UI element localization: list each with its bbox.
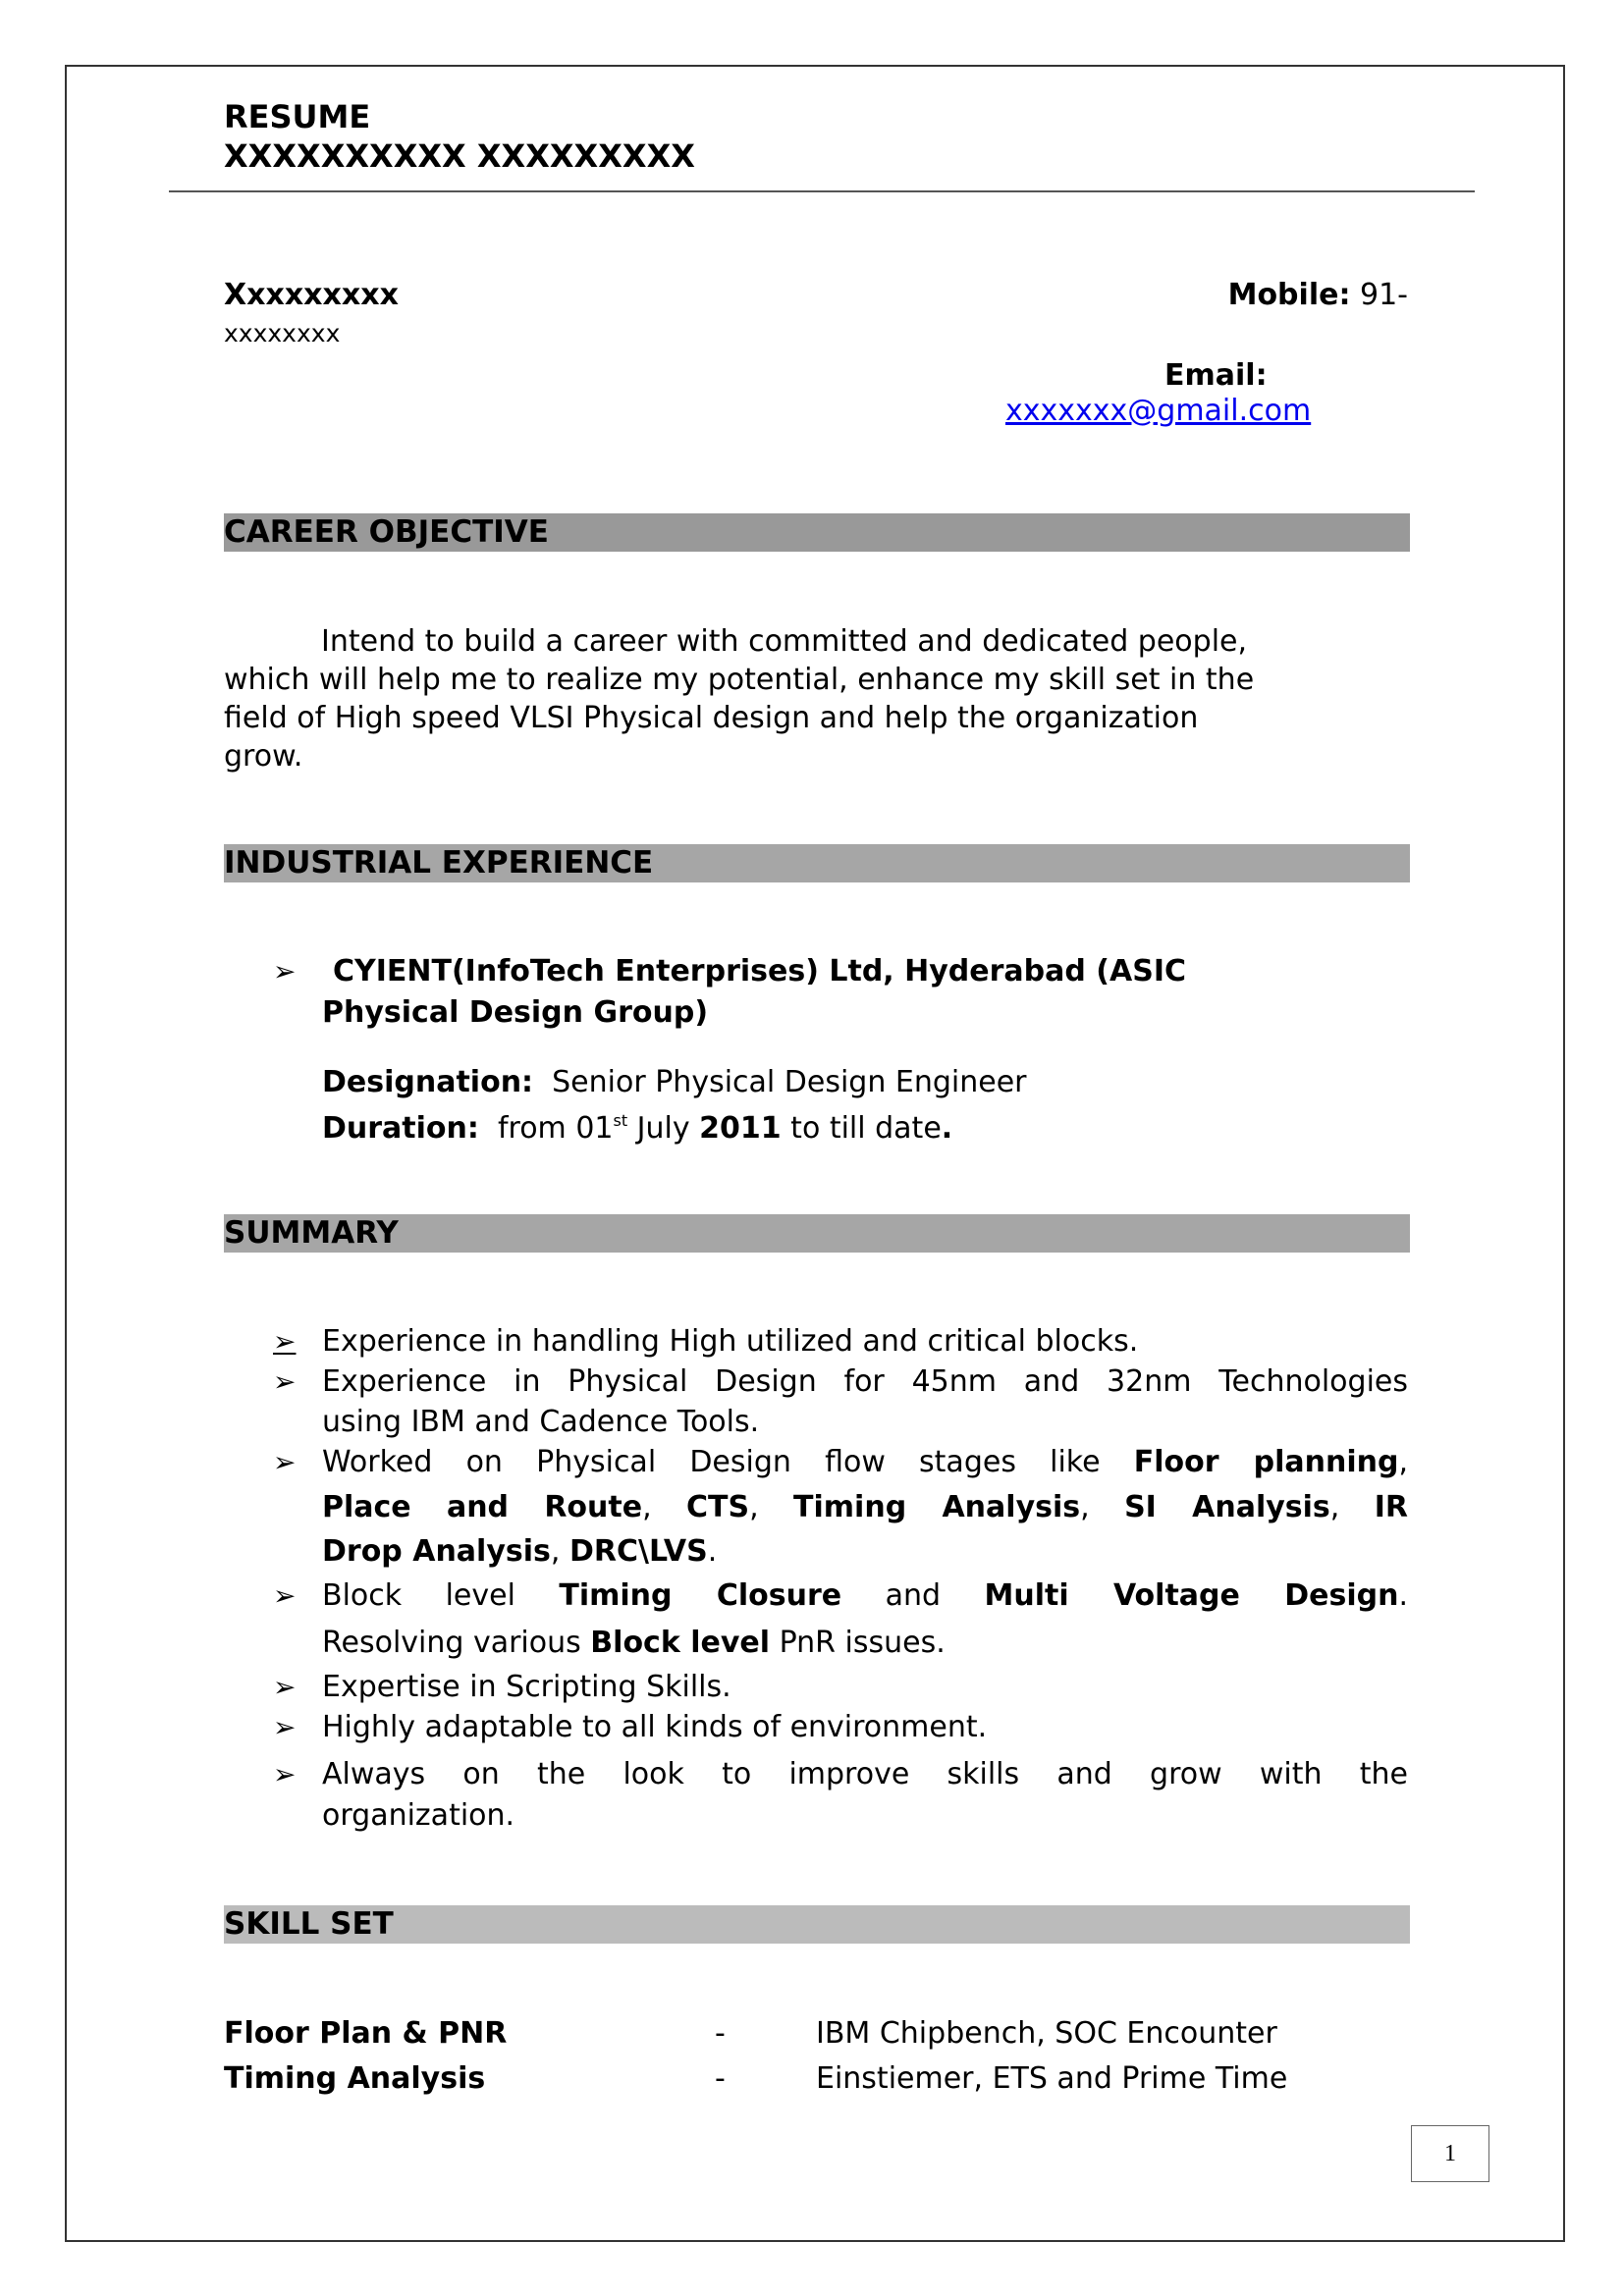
summary-item-line [322,1758,1408,1791]
email-link[interactable]: xxxxxxx@gmail.com [1005,394,1312,428]
duration-from: from 01 [497,1111,614,1146]
summary-text: , [642,1490,687,1524]
objective-line: Intend to build a career with committed and dedicated people, [321,624,1248,659]
header-divider [169,190,1475,192]
duration-month: July [627,1111,700,1146]
summary-text: Block level [322,1578,560,1613]
arrowhead-bullet-icon: ➢ [273,955,297,988]
objective-line: field of High speed VLSI Physical design and help the organization [224,701,1199,735]
summary-item-line [322,1446,1408,1479]
section-summary: SUMMARY [224,1214,1410,1253]
summary-emphasis: CTS [686,1490,750,1524]
company-line: CYIENT(InfoTech Enterprises) Ltd, Hyderabad (ASIC [333,954,1187,988]
summary-text: . [1398,1578,1408,1613]
candidate-name: Xxxxxxxxx [224,278,399,312]
summary-emphasis: IR [1374,1490,1408,1524]
candidate-address: xxxxxxxx [224,319,341,347]
summary-item-line [322,1535,717,1569]
summary-text: . [707,1534,718,1569]
skill-separator: - [715,2061,726,2096]
summary-emphasis: Place and Route [322,1490,643,1524]
objective-line: grow. [224,739,303,774]
arrowhead-bullet-icon: ➢ [273,1446,297,1478]
duration-label: Duration: [322,1111,479,1146]
arrowhead-bullet-icon: ➢ [273,1365,297,1398]
summary-item-line [322,1627,946,1660]
summary-emphasis: SI Analysis [1124,1490,1330,1524]
mobile-label: Mobile: [1227,278,1351,312]
section-industrial-experience: INDUSTRIAL EXPERIENCE [224,844,1410,882]
summary-item-line [322,1579,1408,1613]
mobile [1228,278,1408,312]
duration-suffix: st [613,1111,628,1130]
section-skill-set: SKILL SET [224,1905,1410,1944]
page-number: 1 [1411,2125,1489,2182]
summary-text: using IBM and Cadence Tools. [322,1405,760,1439]
section-career-objective: CAREER OBJECTIVE [224,513,1410,552]
duration [322,1104,952,1146]
designation-value: Senior Physical Design Engineer [552,1065,1027,1099]
summary-text: Experience in handling High utilized and critical blocks. [322,1324,1139,1359]
email-label: Email: [1164,358,1268,393]
duration-to: to till date [781,1111,942,1146]
summary-text: , [1398,1445,1408,1479]
summary-text: , [1329,1490,1375,1524]
skill-tools: IBM Chipbench, SOC Encounter [816,2016,1277,2051]
skill-tools: Einstiemer, ETS and Prime Time [816,2061,1288,2096]
resume-title: RESUME [224,98,371,135]
summary-emphasis: Timing Closure [559,1578,842,1613]
resume-name-line: XXXXXXXXXX XXXXXXXXX [224,137,695,175]
summary-item-line [322,1406,759,1439]
summary-item-line [322,1491,1408,1524]
designation-label: Designation: [322,1065,534,1099]
summary-text: and [841,1578,985,1613]
summary-emphasis: Multi Voltage Design [984,1578,1399,1613]
summary-text: Highly adaptable to all kinds of environment. [322,1710,988,1744]
summary-text: PnR issues. [770,1626,946,1660]
summary-emphasis: Block level [590,1626,771,1660]
skill-area: Timing Analysis [224,2061,486,2096]
arrowhead-bullet-icon: ➢ [273,1671,297,1703]
summary-text: organization. [322,1798,515,1833]
summary-emphasis: Timing Analysis [793,1490,1081,1524]
summary-item-line [322,1671,731,1704]
skill-area: Floor Plan & PNR [224,2016,508,2051]
summary-text: Always on the look to improve skills and grow with the [322,1757,1408,1791]
arrowhead-bullet-icon: ➢ [273,1579,297,1612]
summary-item-line [322,1365,1408,1399]
summary-text: Worked on Physical Design flow stages like [322,1445,1134,1479]
mobile-value: 91- [1360,278,1408,312]
summary-text: , [1080,1490,1125,1524]
arrowhead-bullet-icon: ➢ [273,1325,297,1358]
summary-item-line [322,1711,987,1744]
summary-item-line [322,1325,1138,1359]
summary-item-line [322,1799,514,1833]
summary-text: Experience in Physical Design for 45nm and 32nm Technologies [322,1364,1408,1399]
summary-emphasis: DRC\LVS [568,1534,708,1569]
company-line: Physical Design Group) [322,995,709,1030]
summary-text: Expertise in Scripting Skills. [322,1670,731,1704]
summary-text: , [550,1534,569,1569]
summary-emphasis: Drop Analysis [322,1534,551,1569]
objective-line: which will help me to realize my potential, enhance my skill set in the [224,663,1255,697]
summary-emphasis: Floor planning [1133,1445,1399,1479]
skill-separator: - [715,2016,726,2051]
summary-text: Resolving various [322,1626,591,1660]
arrowhead-bullet-icon: ➢ [273,1711,297,1743]
duration-end: . [941,1111,953,1146]
arrowhead-bullet-icon: ➢ [273,1758,297,1790]
duration-year: 2011 [699,1111,782,1146]
summary-text: , [749,1490,794,1524]
designation [322,1066,1027,1099]
